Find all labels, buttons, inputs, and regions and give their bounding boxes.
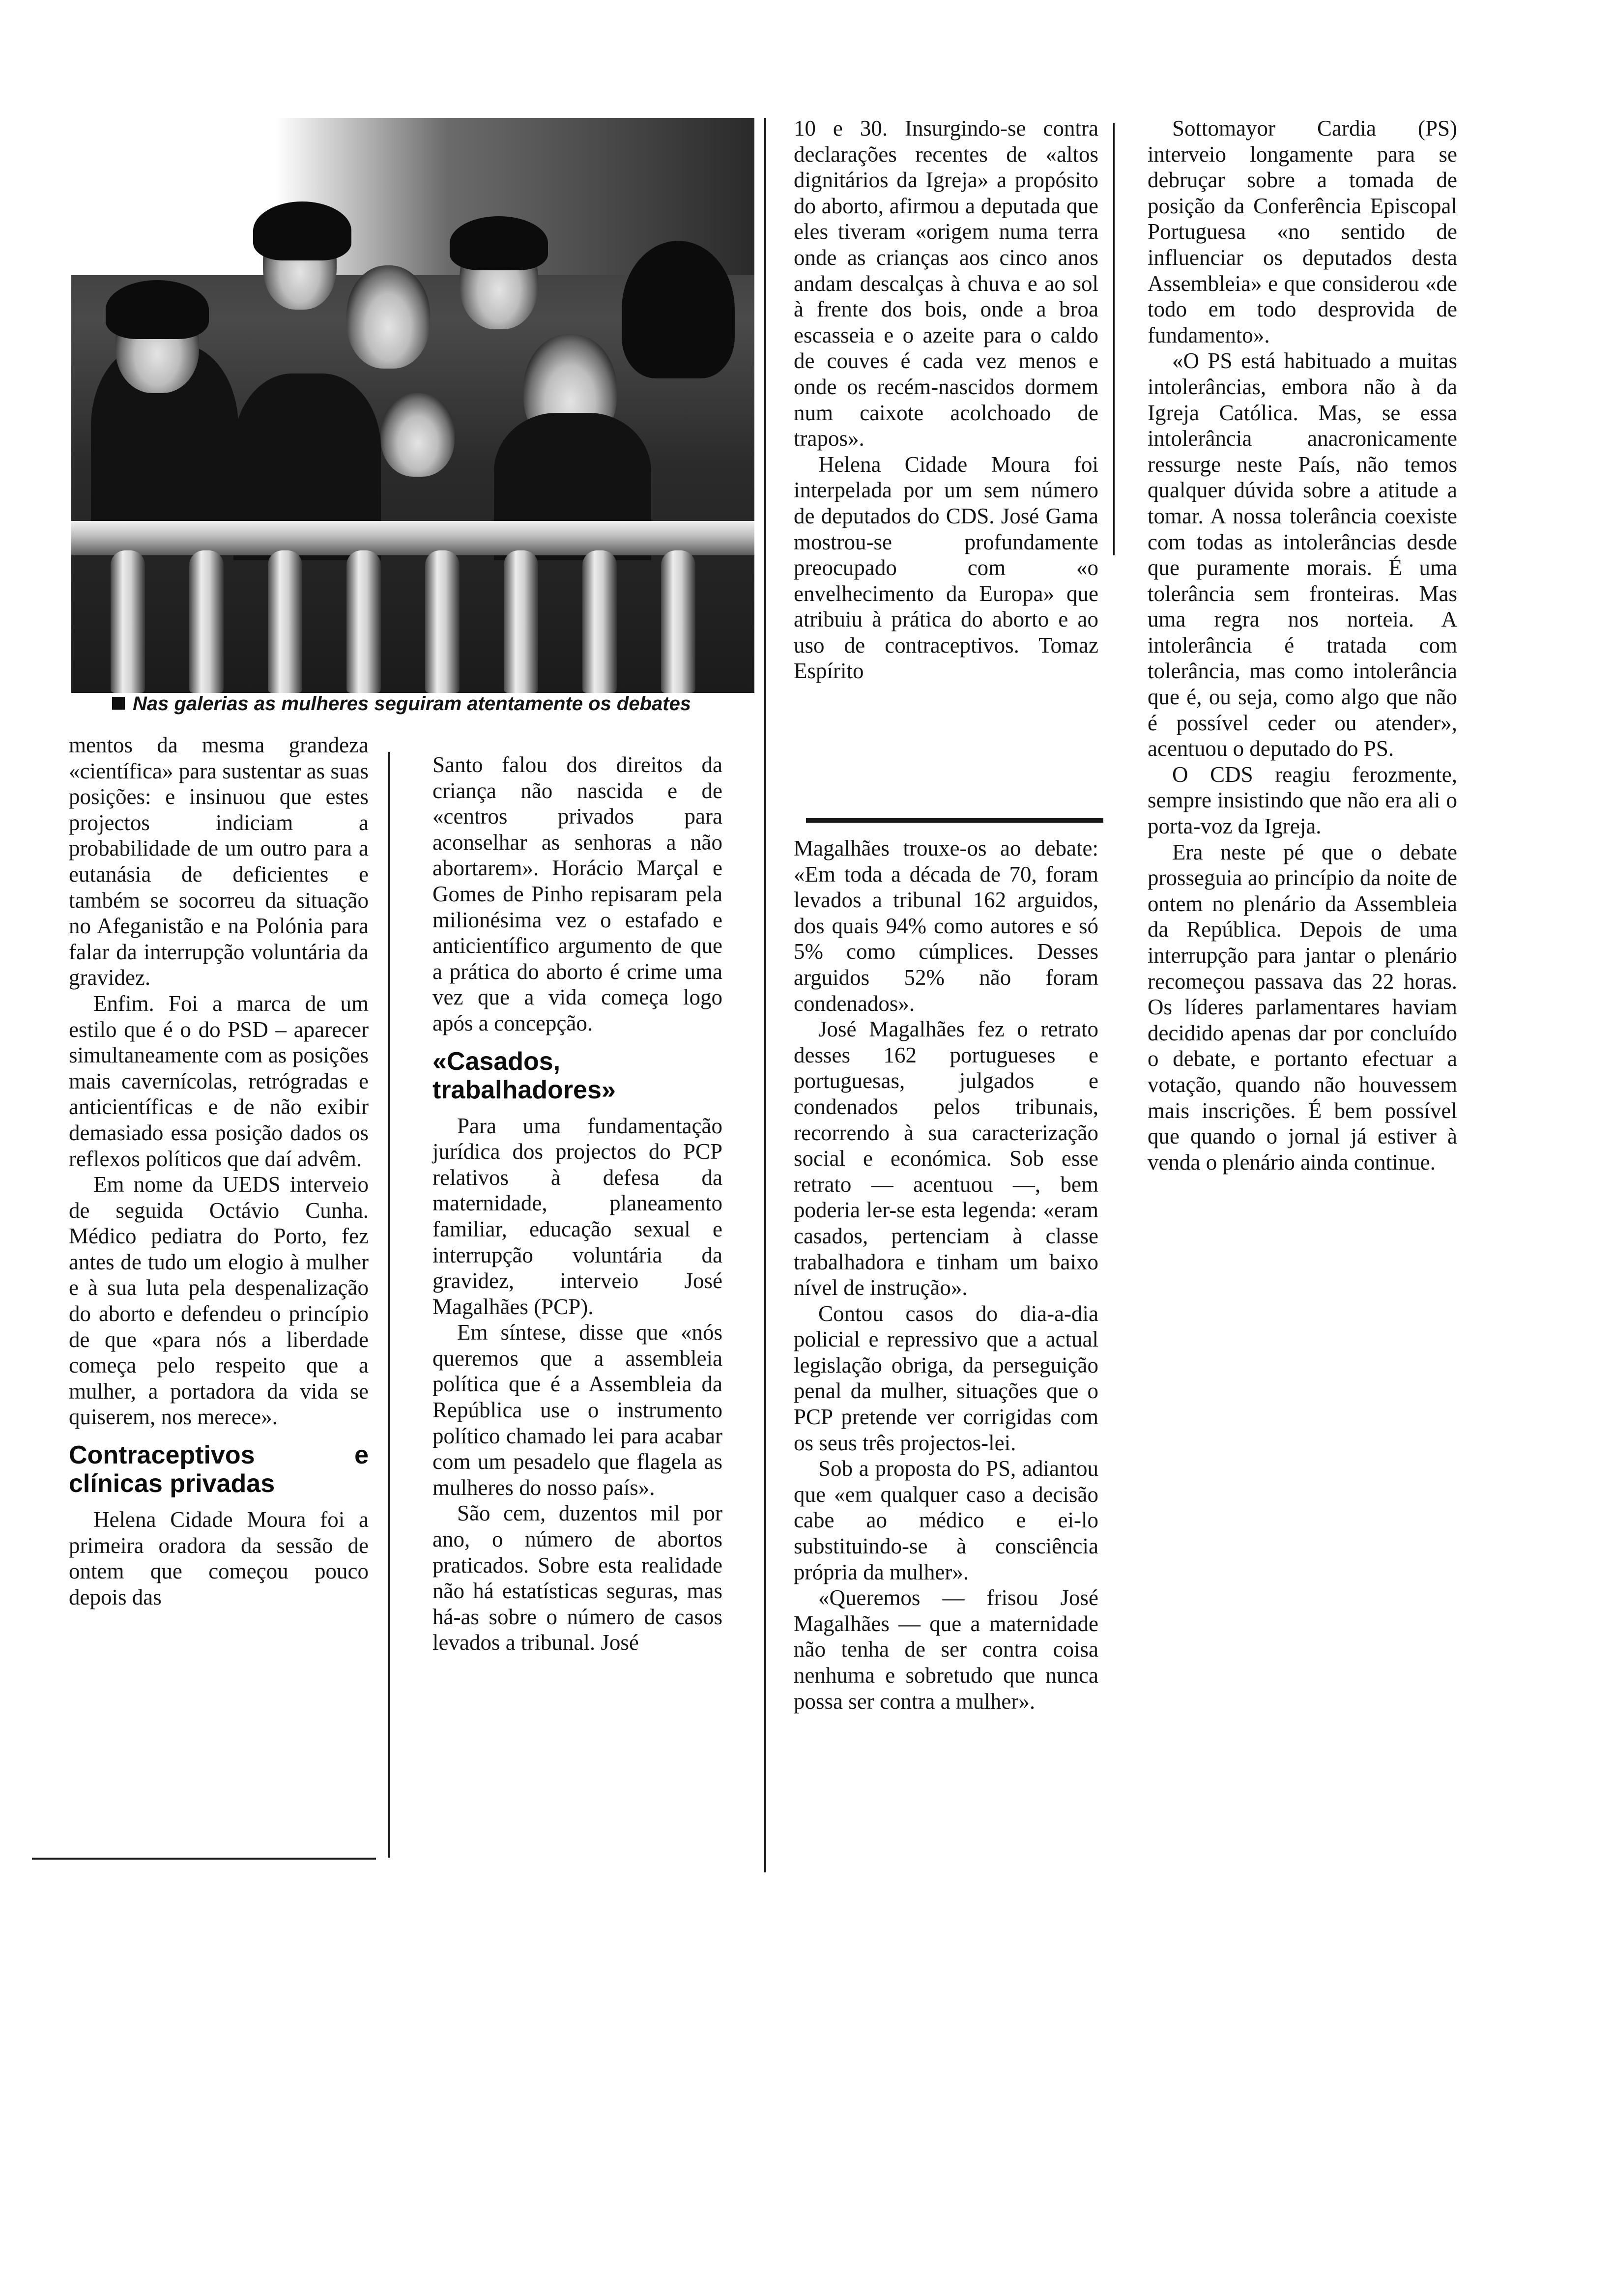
col3-paragraph: 10 e 30. Insurgindo-se contra declarações recentes de «altos dignitários da Igreja» a propósito do aborto, afirmou a deputada que eles tiveram «origem numa terra onde as crianças aos cinco anos andam descalças à chuva e ao sol à frente dos bois, onde a broa escasseia e o azeite para o caldo de couves é cada vez menos e onde os recém-nascidos dormem num caixote acolchoado de trapos».: [794, 116, 1098, 451]
col3-paragraph: José Magalhães fez o retrato desses 162 portugueses e portuguesas, julgados e condenados pelos tribunais, recorrendo à sua caracterização social e económica. Sob esse retrato — acentuou —, bem poderia ler-se esta legenda: «eram casados, pertenciam à classe trabalhadora e tinham um baixo nível de instrução».: [794, 1017, 1098, 1300]
photo-caption: Nas galerias as mulheres seguiram atentamente os debates: [133, 693, 691, 715]
col4-paragraph: Era neste pé que o debate prosseguia ao princípio da noite de ontem no plenário da Assembleia da República. Depois de uma interrupção para jantar o plenário recomeçou passava das 22 horas. Os líderes parlamentares haviam decidido apenas dar por concluído o debate, e portanto efectuar a votação, quando não houvessem mais inscrições. É bem possível que quando o jornal já estiver à venda o plenário ainda continue.: [1148, 839, 1457, 1175]
col3-paragraph: Magalhães trouxe-os ao debate: «Em toda a década de 70, foram levados a tribunal 162 arguidos, dos quais 94% como autores e só 5% como cúmplices. Desses arguidos 52% não foram condenados».: [794, 836, 1098, 1016]
col4-paragraph: Sottomayor Cardia (PS) interveio longamente para se debruçar sobre a tomada de posição da Conferência Episcopal Portuguesa «no sentido de influenciar os deputados desta Assembleia» e que considerou «de todo em todo desprovida de fundamento».: [1148, 116, 1457, 347]
col1-paragraph: Em nome da UEDS interveio de seguida Octávio Cunha. Médico pediatra do Porto, fez antes de tudo um elogio à mulher e à sua luta pela despenalização do aborto e defendeu o princípio de que «para nós a liberdade começa pelo respeito que a mulher, a portadora da vida se quiserem, nos merece».: [69, 1172, 369, 1430]
column-1: [69, 732, 369, 1610]
col2-paragraph: Em síntese, disse que «nós queremos que a assembleia política que é a Assembleia da República use o instrumento político chamado lei para acabar com um pesadelo que flagela as mulheres do nosso país».: [432, 1320, 722, 1500]
column-3: [794, 115, 1098, 684]
col3-paragraph: «Queremos — frisou José Magalhães — que a maternidade não tenha de ser contra coisa nenhuma e sobretudo que nunca possa ser contra a mulher».: [794, 1585, 1098, 1714]
col1-paragraph: mentos da mesma grandeza «científica» para sustentar as suas posições: e insinuou que estes projectos indiciam a probabilidade de um outro para a eutanásia de deficientes e também se socorreu da situação no Afeganistão e na Polónia para falar da interrupção voluntária da gravidez.: [69, 733, 369, 990]
col2-paragraph: Para uma fundamentação jurídica dos projectos do PCP relativos à defesa da maternidade, planeamento familiar, educação sexual e interrupção voluntária da gravidez, interveio José Magalhães (PCP).: [432, 1113, 722, 1319]
col3-paragraph: Contou casos do dia-a-dia policial e repressivo que a actual legislação obriga, da perseguição penal da mulher, situações que o PCP pretende ver corrigidas com os seus três projectos-lei.: [794, 1301, 1098, 1455]
col1-paragraph: Helena Cidade Moura foi a primeira oradora da sessão de ontem que começou pouco depois das: [69, 1507, 369, 1609]
col4-paragraph: «O PS está habituado a muitas intolerâncias, embora não à da Igreja Católica. Mas, se essa intolerância anacronicamente ressurge neste País, não temos qualquer dúvida sobre a atitude a tomar. A nossa tolerância coexiste com todas as intolerâncias desde que puramente morais. É uma tolerância sem fronteiras. Mas uma regra nos norteia. A intolerância é tratada com tolerância, mas como intolerância que é, ou seja, como algo que não é possível ceder ou atender», acentuou o deputado do PS.: [1148, 348, 1457, 761]
col3-paragraph: Helena Cidade Moura foi interpelada por um sem número de deputados do CDS. José Gama mostrou-se profundamente preocupado com «o envelhecimento da Europa» que atribuiu à prática do aborto e ao uso de contraceptivos. Tomaz Espírito: [794, 452, 1098, 684]
column-section-rule: [806, 818, 1103, 823]
section-heading: Contraceptivos e clínicas privadas: [69, 1441, 369, 1498]
col4-paragraph: O CDS reagiu ferozmente, sempre insistindo que não era ali o porta-voz da Igreja.: [1148, 762, 1457, 839]
caption-bullet-icon: [112, 697, 125, 710]
col2-paragraph: Santo falou dos direitos da criança não nascida e de «centros privados para aconselhar as senhoras a não abortarem». Horácio Marçal e Gomes de Pinho repisaram pela milionésima vez o estafado e anticientífico argumento de que a prática do aborto é crime uma vez que a vida começa logo após a concepção.: [432, 752, 722, 1035]
col1-paragraph: Enfim. Foi a marca de um estilo que é o do PSD – aparecer simultaneamente com as posições mais cavernícolas, retrógradas e anticientíficas e de não exibir demasiado essa posição dados os reflexos políticos que daí advêm.: [69, 991, 369, 1171]
column-3-continued: [794, 835, 1098, 1714]
col3-paragraph: Sob a proposta do PS, adiantou que «em qualquer caso a decisão cabe ao médico e ei-lo substituindo-se à consciência própria da mulher».: [794, 1456, 1098, 1584]
gallery-photo: [71, 118, 754, 693]
column-divider: [388, 752, 390, 1858]
column-2: [432, 752, 722, 1656]
column-4: [1148, 115, 1457, 1175]
column-divider: [764, 118, 766, 1872]
column-end-rule: [32, 1858, 376, 1860]
column-divider: [1113, 123, 1115, 555]
col2-paragraph: São cem, duzentos mil por ano, o número de abortos praticados. Sobre esta realidade não há estatísticas seguras, mas há-as sobre o número de casos levados a tribunal. José: [432, 1501, 722, 1655]
section-heading: «Casados, trabalhadores»: [432, 1047, 616, 1104]
